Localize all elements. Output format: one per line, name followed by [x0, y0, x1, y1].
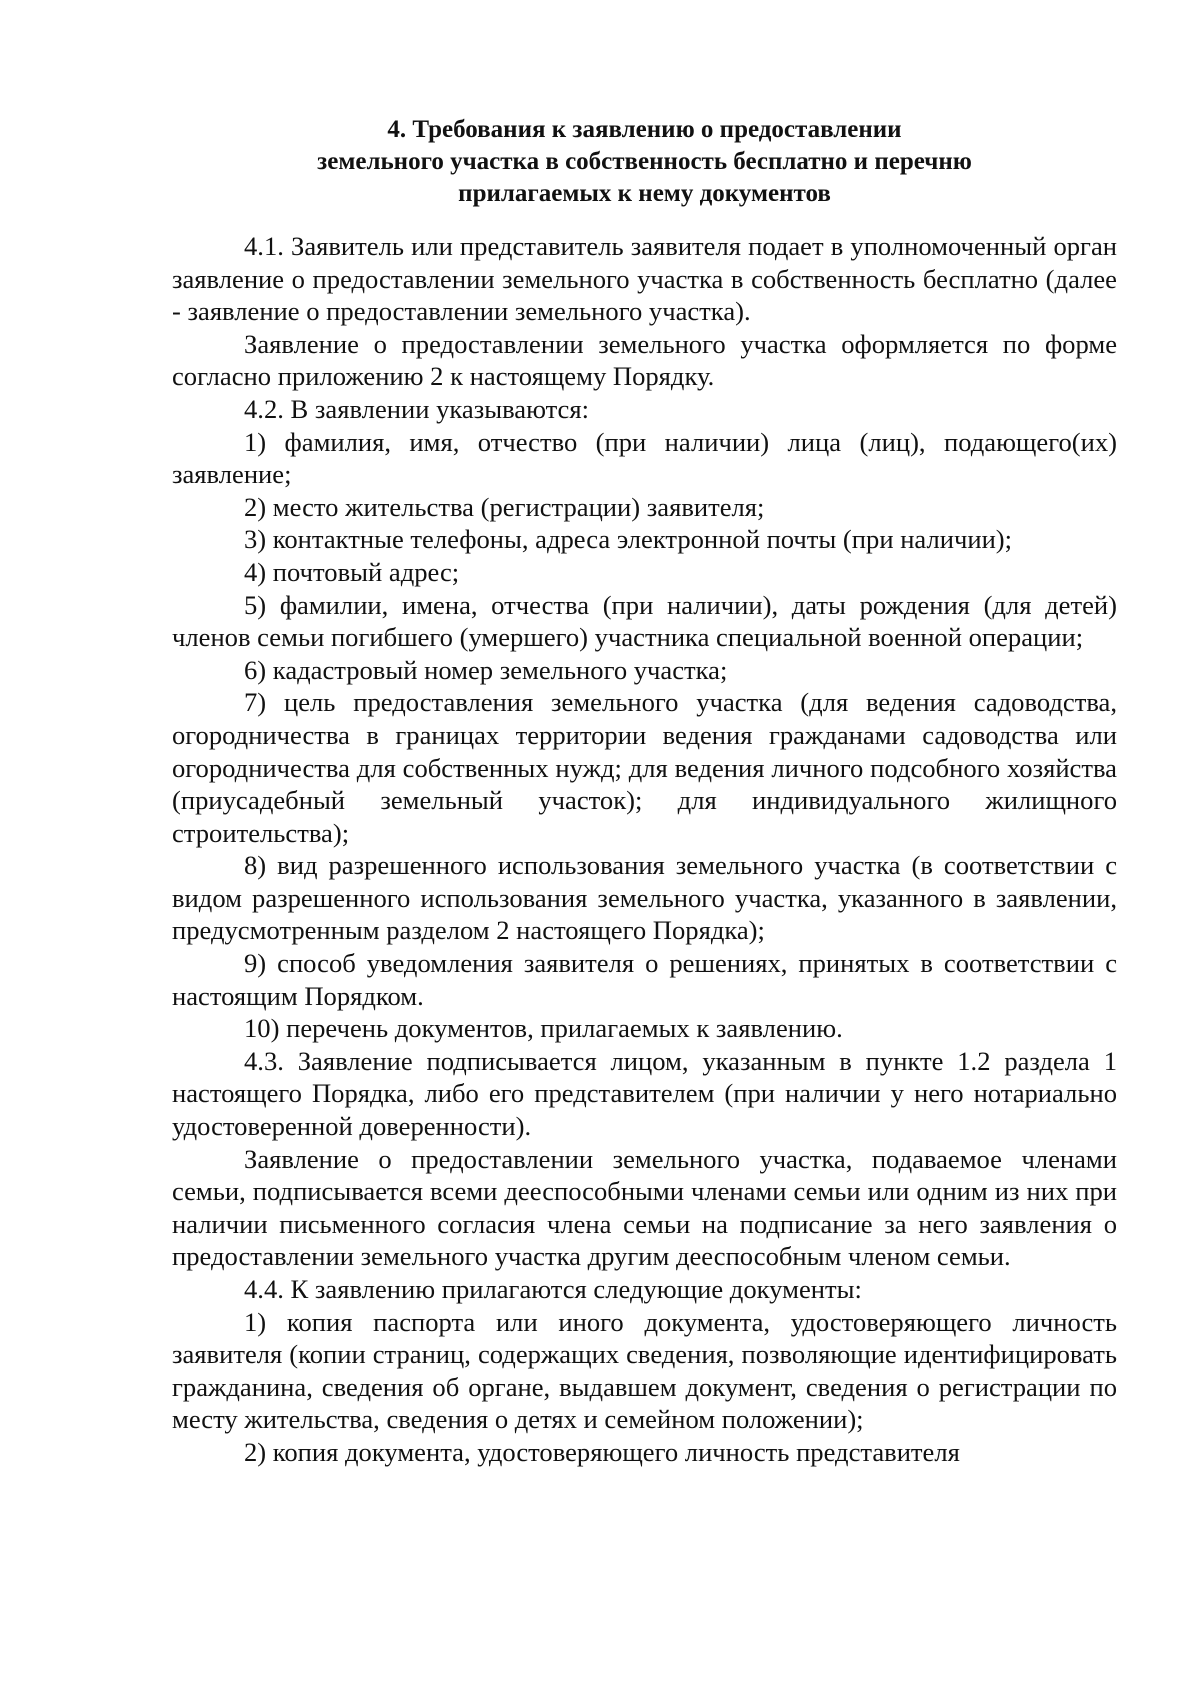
list-item-8: 8) вид разрешенного использования земельного участка (в соответствии с видом разрешенного использования земельного участка, указанного в заявлении, предусмотренным разделом 2 настоящего Порядка); [172, 850, 1117, 946]
list-item-4: 4) почтовый адрес; [244, 556, 460, 587]
heading-line: прилагаемых к нему документов [458, 180, 831, 207]
paragraph-4-4: 4.4. К заявлению прилагаются следующие документы: [244, 1274, 862, 1304]
paragraph-4-3: 4.3. Заявление подписывается лицом, указанным в пункте 1.2 раздела 1 настоящего Порядка, либо его представителем (при наличии у него нотариально удостоверенной доверенности). [172, 1045, 1117, 1142]
list-item-1: 1) фамилия, имя, отчество (при наличии) лица (лиц), подающего(их) заявление; [172, 426, 1117, 490]
list-item-6: 6) кадастровый номер земельного участка; [244, 654, 728, 685]
paragraph-4-1: 4.1. Заявитель или представитель заявителя подает в уполномоченный орган заявление о предоставлении земельного участка в собственность бесплатно (далее - заявление о предоставлении земельного участка). [172, 231, 1117, 327]
paragraph-family-signature: Заявление о предоставлении земельного участка, подаваемое членами семьи, подписывается всеми дееспособными членами семьи или одним из них при наличии письменного согласия члена семьи на подписание за него заявления о предоставлении земельного участка другим дееспособным членом семьи. [172, 1143, 1117, 1272]
heading-line: земельного участка в собственность бесплатно и перечню [317, 148, 972, 175]
list-item-9: 9) способ уведомления заявителя о решениях, принятых в соответствии с настоящим Порядком. [172, 948, 1117, 1011]
list-item-7: 7) цель предоставления земельного участка (для ведения садоводства, огородничества в границах территории ведения гражданами садоводства или огородничества для собственных нужд; для ведения личного подсобного хозяйства (приусадебный земельный участок); для индивидуального жилищного строительства); [172, 687, 1117, 848]
section-heading [172, 114, 1117, 210]
list-item-5: 5) фамилии, имена, отчества (при наличии), даты рождения (для детей) членов семьи погибшего (умершего) участника специальной военной операции; [172, 589, 1117, 653]
list-item-2: 2) место жительства (регистрации) заявителя; [244, 491, 765, 522]
list-item-10: 10) перечень документов, прилагаемых к заявлению. [244, 1013, 843, 1044]
paragraph-application-form: Заявление о предоставлении земельного участка оформляется по форме согласно приложению 2 к настоящему Порядку. [172, 328, 1117, 392]
heading-line: 4. Требования к заявлению о предоставлении [387, 116, 902, 143]
document-list-item-1: 1) копия паспорта или иного документа, удостоверяющего личность заявителя (копии страниц, содержащих сведения, позволяющие идентифицировать гражданина, сведения об органе, выдавшем документ, сведения о регистрации по месту жительства, сведения о детях и семейном положении); [172, 1306, 1117, 1435]
document-body [172, 114, 1117, 1469]
paragraph-4-2: 4.2. В заявлении указываются: [244, 393, 589, 424]
list-item-3: 3) контактные телефоны, адреса электронной почты (при наличии); [244, 524, 1013, 555]
document-list-item-2: 2) копия документа, удостоверяющего личность представителя [244, 1436, 960, 1467]
